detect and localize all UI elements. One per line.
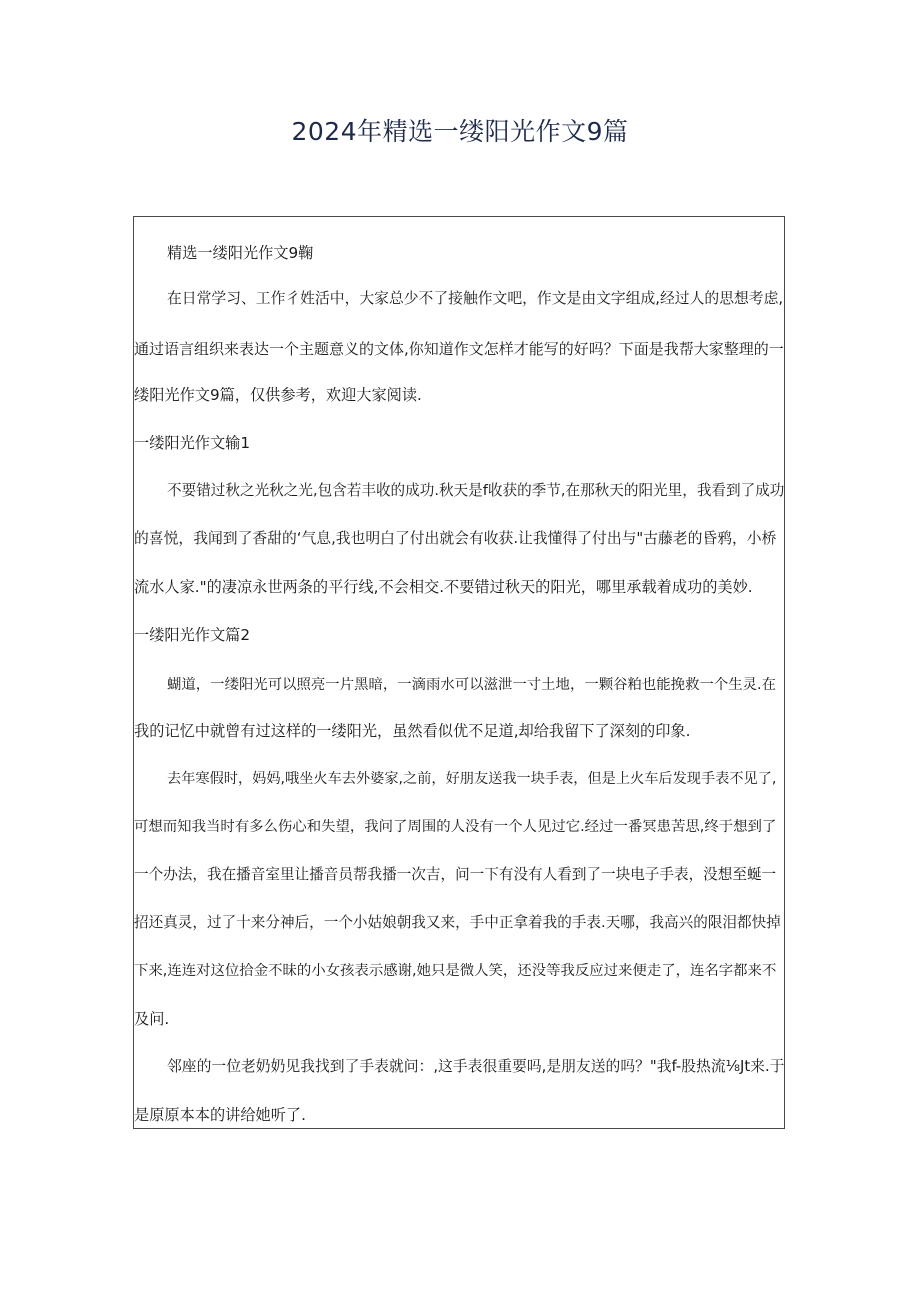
essay1-line-1: 不要错过秋之光秋之光,包含若丰收的成功.秋天是f收获的季节,在那秋天的阳光里，我看到了成功 — [167, 482, 785, 499]
content-box — [133, 216, 785, 1129]
section-heading-2: 一缕阳光作文篇2 — [134, 626, 250, 644]
essay2-line-2: 我的记忆中就曾有过这样的一缕阳光，虽然看似优不足道,却给我留下了深刻的印象. — [134, 722, 691, 740]
essay2-line-4: 可想而知我当时有多么伤心和失望，我问了周围的人没有一个人见过它.经过一番冥患苦思,终于想到了 — [134, 819, 777, 835]
essay2-line-10: 是原原本本的讲给她听了. — [134, 1106, 306, 1124]
section-heading-1: 一缕阳光作文输1 — [134, 434, 250, 452]
essay2-line-5: 一个办法，我在播音室里让播音员帮我播一次吉，问一下有没有人看到了一块电子手表，没想至蜒一 — [134, 866, 777, 883]
intro-line-1: 在日常学习、工作彳姓活中，大家总少不了接触作文吧，作文是由文字组成,经过人的思想考虑, — [167, 290, 784, 307]
essay1-line-2: 的喜悦，我闻到了香甜的‘气息,我也明白了付出就会有收获.让我懂得了付出与"古藤老的昏鸦，小桥 — [134, 530, 777, 547]
essay2-line-1: 蝴道，一缕阳光可以照亮一片黑暗，一滴雨水可以滋泄一寸土地，一颗谷粕也能挽救一个生灵.在 — [167, 677, 776, 693]
subtitle-line: 精选一缕阳光作文9鞠 — [167, 244, 314, 262]
intro-line-3: 缕阳光作文9篇，仅供参考，欢迎大家阅读. — [134, 386, 422, 404]
essay2-line-3: 去年寒假时，妈妈,哦坐火车去外婆家,之前，好朋友送我一块手表，但是上火车后发现手表不见了, — [167, 771, 777, 787]
intro-line-2: 通过语言组织来表达一个主题意义的文体,你知道作文怎样才能写的好吗？下面是我帮大家整理的一 — [134, 340, 784, 358]
essay2-line-6: 招还真灵，过了十来分神后，一个小姑娘朝我又来，手中正拿着我的手表.天哪，我高兴的限泪都快掉 — [134, 914, 781, 931]
essay1-line-3: 流水人家."的凄凉永世两条的平行线,不会相交.不要错过秋天的阳光，哪里承载着成功的美妙. — [134, 578, 753, 596]
essay2-line-8: 及问. — [134, 1010, 170, 1028]
document-title: 2024年精选一缕阳光作文9篇 — [291, 117, 629, 146]
essay2-line-9: 邻座的一位老奶奶见我找到了手表就问：,这手表很重要吗,是朋友送的吗？"我f-股热流⅛Jt来.于 — [167, 1058, 785, 1075]
essay2-line-7: 下来,连连对这位拾金不昧的小女孩表示感谢,她只是微人笑，还没等我反应过来便走了，连名字都来不 — [134, 963, 777, 979]
